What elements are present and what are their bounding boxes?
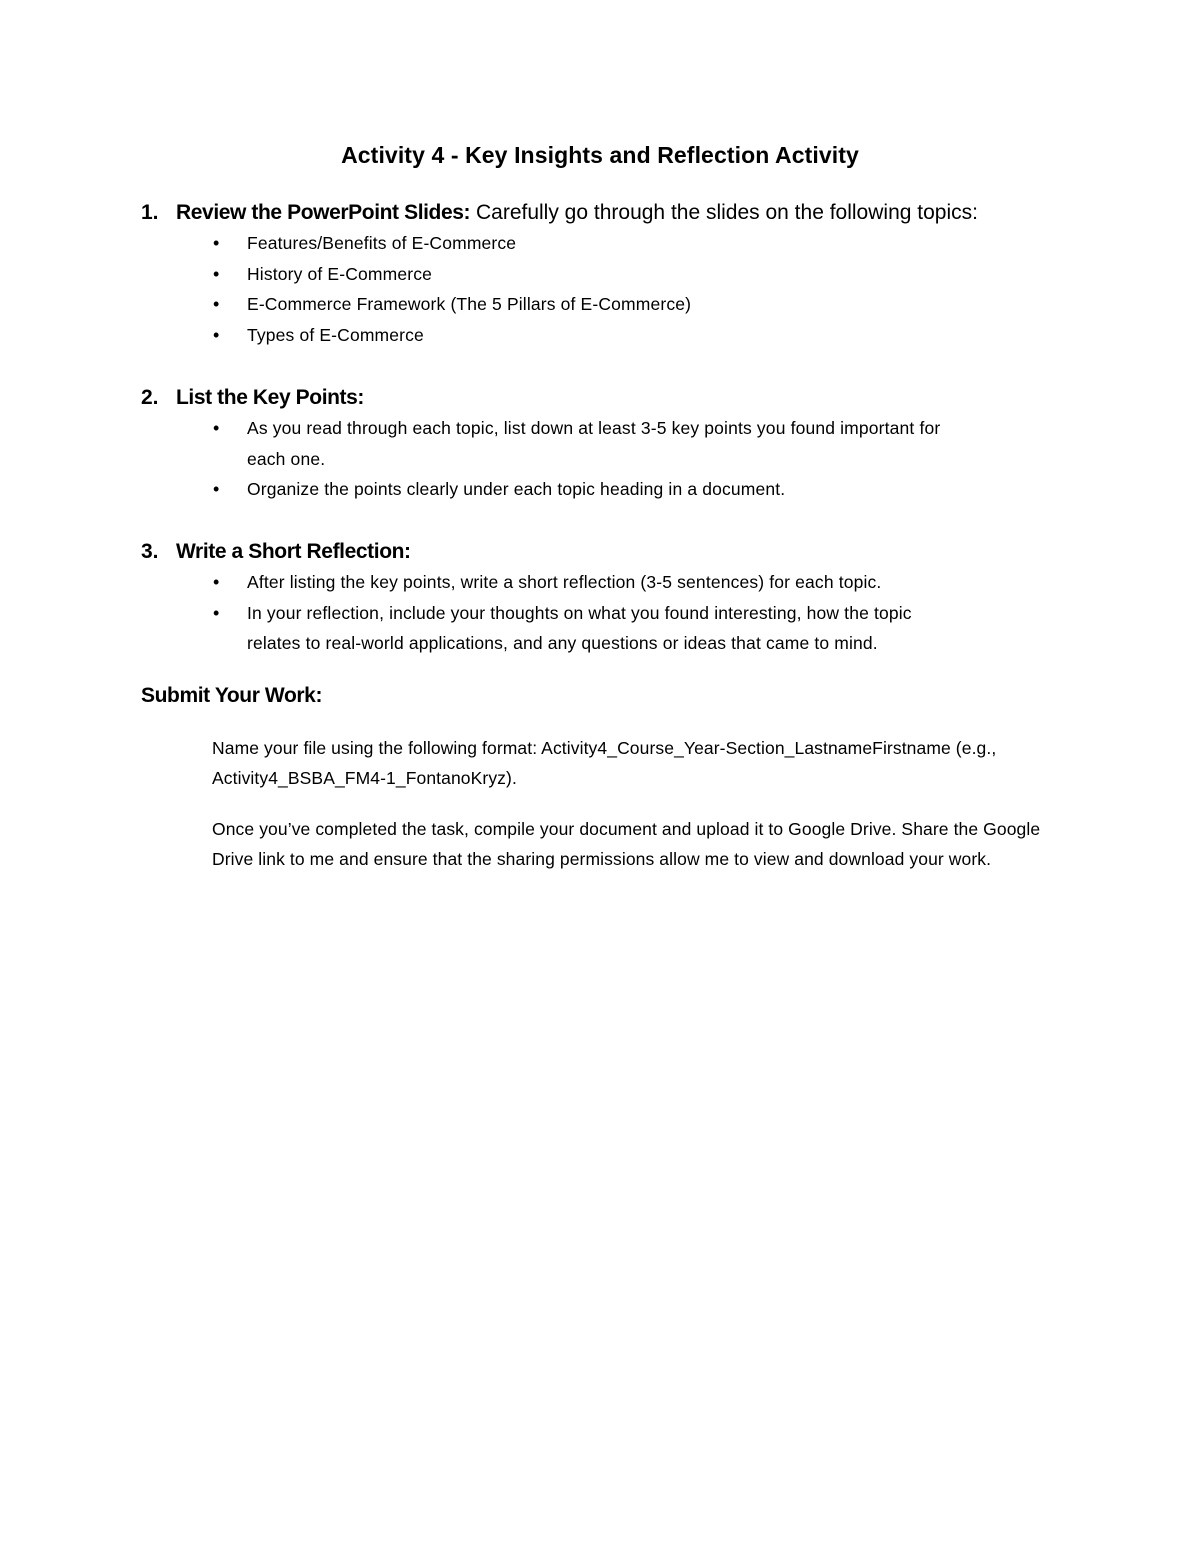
list-item-text: Organize the points clearly under each topic heading in a document. <box>247 479 786 499</box>
section-number: 3. <box>141 540 159 563</box>
instruction-list <box>141 413 1061 505</box>
bullet-icon: • <box>213 324 220 345</box>
section-heading <box>141 537 1061 567</box>
list-item <box>141 320 947 351</box>
list-item <box>141 413 947 474</box>
section-number: 2. <box>141 386 159 409</box>
section-description: Carefully go through the slides on the following topics: <box>470 201 978 224</box>
document-title: Activity 4 - Key Insights and Reflection Activity <box>341 142 859 168</box>
list-item-text: After listing the key points, write a short reflection (3-5 sentences) for each topic. <box>247 572 882 592</box>
bullet-icon: • <box>213 479 220 499</box>
list-item <box>141 289 947 320</box>
section-heading <box>141 198 1061 228</box>
instruction-list <box>141 567 1061 659</box>
list-item <box>141 598 947 659</box>
bullet-icon: • <box>213 418 220 438</box>
list-item-text: In your reflection, include your thoughts on what you found interesting, how the topic relates to real-world applications, and any questions or ideas that came to mind. <box>247 602 912 653</box>
section-review-slides <box>141 198 1061 350</box>
list-item-text: E-Commerce Framework (The 5 Pillars of E-Commerce) <box>247 294 692 314</box>
list-item-text: As you read through each topic, list down at least 3-5 key points you found important for each one. <box>247 418 941 469</box>
section-label: List the Key Points: <box>176 386 365 409</box>
list-item-text: Types of E-Commerce <box>247 324 424 345</box>
list-item <box>141 567 947 598</box>
list-item <box>141 259 947 290</box>
list-item-text: History of E-Commerce <box>247 263 432 284</box>
bullet-icon: • <box>213 602 220 623</box>
list-item-text: Features/Benefits of E-Commerce <box>247 233 517 253</box>
bullet-icon: • <box>213 572 220 592</box>
bullet-icon: • <box>213 233 220 253</box>
section-label: Review the PowerPoint Slides: <box>176 201 471 224</box>
section-heading <box>141 383 1061 413</box>
list-item <box>141 474 947 505</box>
file-naming-paragraph: Name your file using the following format: Activity4_Course_Year-Section_LastnameFirstname (e.g., Activity4_BSBA_FM4-1_FontanoKryz). <box>212 738 997 788</box>
bullet-icon: • <box>213 263 220 284</box>
section-label: Write a Short Reflection: <box>176 540 411 563</box>
section-number: 1. <box>141 201 159 224</box>
list-item <box>141 228 947 259</box>
upload-instructions-paragraph: Once you’ve completed the task, compile your document and upload it to Google Drive. Share the Google Drive link to me and ensure that the sharing permissions allow me to view and download your work. <box>212 819 1041 869</box>
section-key-points <box>141 383 1061 505</box>
submit-heading: Submit Your Work: <box>141 684 323 707</box>
bullet-icon: • <box>213 294 220 314</box>
section-reflection <box>141 537 1061 659</box>
topic-list <box>141 228 1061 350</box>
